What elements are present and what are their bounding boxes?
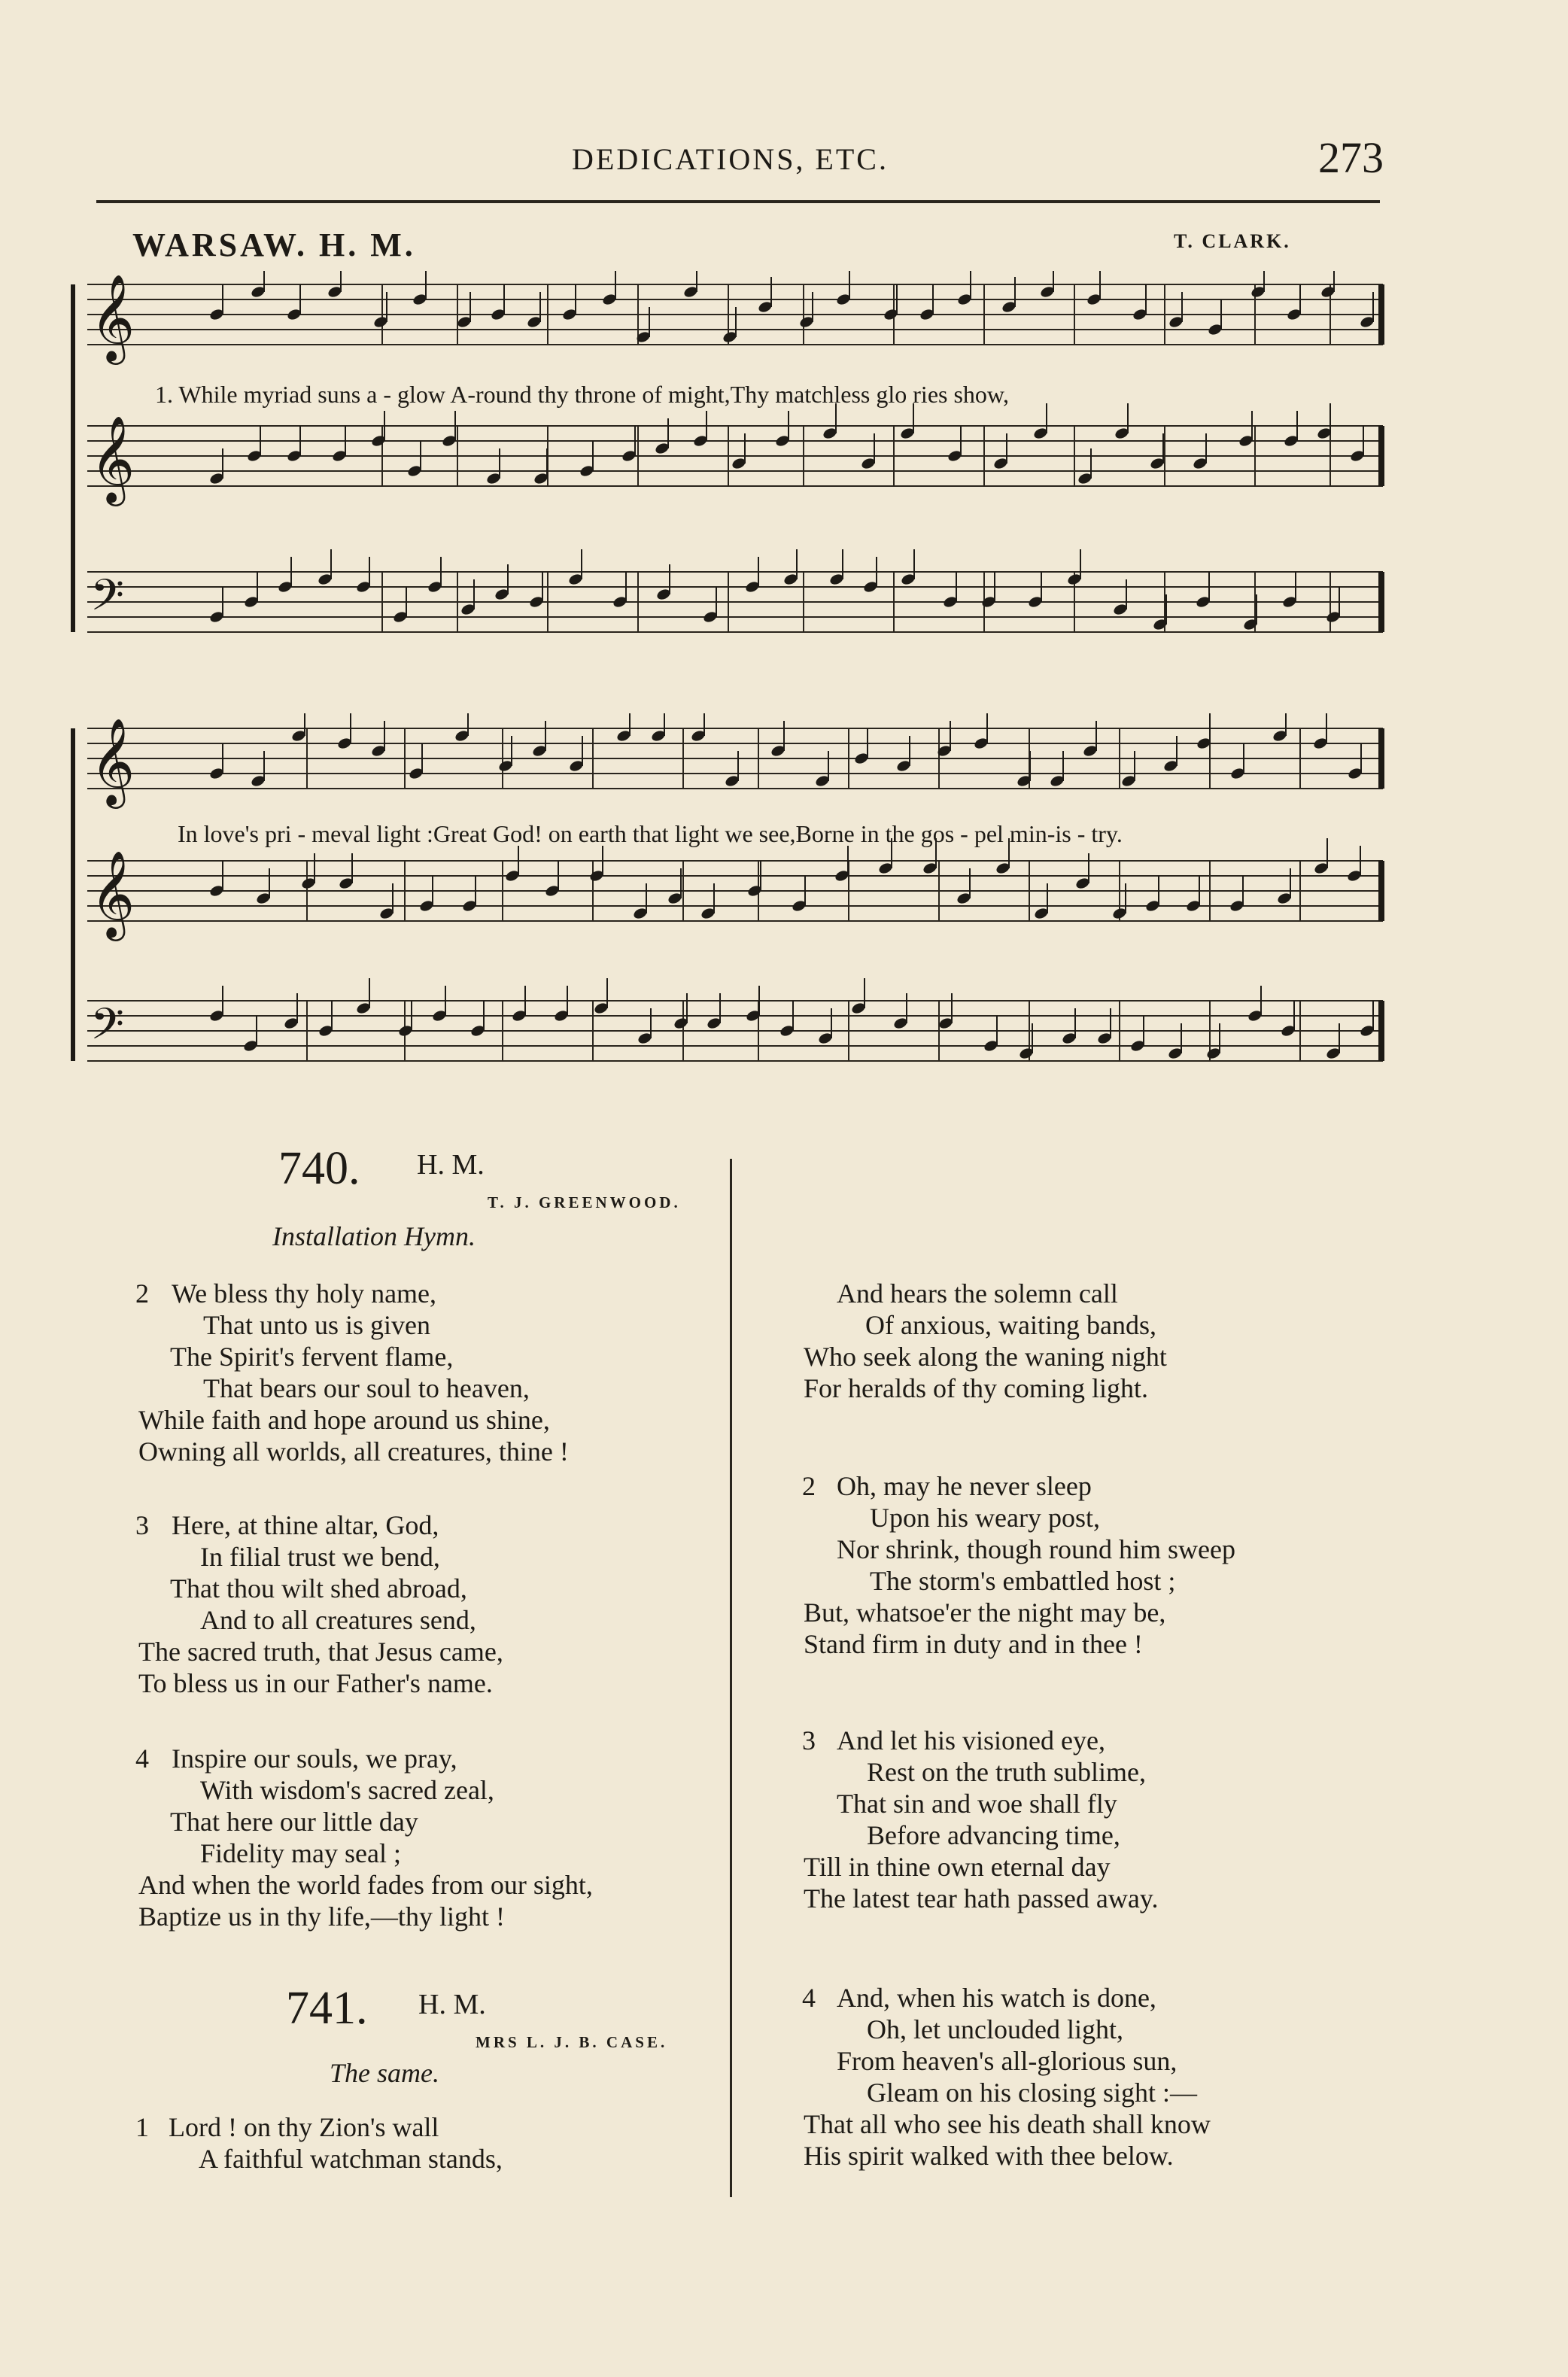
stanza-number: 1 [135, 2112, 149, 2142]
stanza-number: 2 [135, 1278, 149, 1309]
tune-title: WARSAW. H. M. [132, 226, 416, 263]
stanza-number: 3 [135, 1510, 149, 1540]
verse-line: A faithful watchman stands, [199, 2144, 503, 2174]
verse-line: Of anxious, waiting bands, [865, 1310, 1156, 1340]
verse-line: And, when his watch is done, [837, 1983, 1156, 2013]
verse-line: Baptize us in thy life,—thy light ! [138, 1901, 505, 1932]
running-head [0, 133, 1568, 187]
tune-composer: T. CLARK. [1174, 230, 1291, 252]
stanza-741-4 [802, 1982, 1479, 2172]
treble-clef-icon: 𝄞 [90, 717, 135, 805]
verse-line: Owning all worlds, all creatures, thine ! [138, 1436, 569, 1467]
verse-line: The Spirit's fervent flame, [170, 1342, 454, 1372]
stanza-740-3 [135, 1509, 722, 1699]
hymn-741-meter: H. M. [418, 1989, 486, 2020]
verse-line: But, whatsoe'er the night may be, [804, 1597, 1166, 1628]
verse-line: Fidelity may seal ; [200, 1838, 401, 1868]
verse-line: And to all creatures send, [200, 1605, 476, 1635]
verse-line: That unto us is given [203, 1310, 430, 1340]
hymn-740-number: 740. [278, 1143, 360, 1194]
column-divider [730, 1159, 732, 2197]
verse-line: And when the world fades from our sight, [138, 1870, 593, 1900]
verse-line: And hears the solemn call [837, 1278, 1118, 1309]
verse-line: That all who see his death shall know [804, 2109, 1211, 2139]
verse-line: The storm's embattled host ; [870, 1566, 1176, 1596]
verse-line: That here our little day [170, 1807, 418, 1837]
running-title: DEDICATIONS, ETC. [572, 142, 889, 176]
verse-line: That thou wilt shed abroad, [170, 1573, 467, 1603]
music-notation-2 [66, 713, 1390, 1097]
verse-line: We bless thy holy name, [172, 1278, 437, 1309]
stanza-number: 4 [135, 1743, 149, 1774]
verse-line: His spirit walked with thee below. [804, 2141, 1174, 2171]
header-rule [96, 200, 1380, 203]
verse-line: Gleam on his closing sight :— [867, 2078, 1197, 2108]
verse-line: Who seek along the waning night [804, 1342, 1167, 1372]
stanza-number: 3 [802, 1725, 816, 1755]
music-system-1 [66, 271, 1390, 662]
page-number: 273 [1318, 133, 1384, 182]
hymn-741-author: MRS L. J. B. CASE. [476, 2033, 668, 2051]
verse-line: Upon his weary post, [870, 1503, 1100, 1533]
verse-line: Till in thine own eternal day [804, 1852, 1111, 1882]
stanza-741-2 [802, 1470, 1479, 1660]
system-bracket [71, 284, 75, 632]
hymn-740-subtitle: Installation Hymn. [272, 1221, 476, 1251]
bass-clef-icon: 𝄢 [90, 570, 125, 631]
music-system-2 [66, 713, 1390, 1097]
verse-line: And let his visioned eye, [837, 1725, 1105, 1755]
lyric-line-2: In love's pri - meval light :Great God! on earth that light we see,Borne in the gos - pel min-is - try. [178, 820, 1123, 847]
verse-line: Here, at thine altar, God, [172, 1510, 439, 1540]
verse-line: Nor shrink, though round him sweep [837, 1534, 1235, 1564]
verse-line: Stand firm in duty and in thee ! [804, 1629, 1143, 1659]
verse-line: For heralds of thy coming light. [804, 1373, 1148, 1403]
verse-line: While faith and hope around us shine, [138, 1405, 550, 1435]
verse-line: The sacred truth, that Jesus came, [138, 1637, 503, 1667]
stanza-740-4 [135, 1743, 722, 1932]
hymn-741-number: 741. [286, 1983, 368, 2034]
system-bracket [71, 728, 75, 1061]
hymn-740-meter: H. M. [417, 1149, 485, 1181]
stanza-741-1-start [135, 2111, 722, 2175]
hymn-741-subtitle: The same. [330, 2058, 439, 2088]
music-notation-1 [66, 271, 1390, 662]
stanza-number: 2 [802, 1471, 816, 1501]
verse-line: Oh, let unclouded light, [867, 2014, 1123, 2044]
verse-line: In filial trust we bend, [200, 1542, 440, 1572]
hymn-740-author: T. J. GREENWOOD. [488, 1193, 681, 1211]
verse-line: Oh, may he never sleep [837, 1471, 1092, 1501]
stanza-741-1-continued [802, 1278, 1479, 1404]
verse-line: That bears our soul to heaven, [203, 1373, 530, 1403]
lyric-line-1: 1. While myriad suns a - glow A-round thy throne of might,Thy matchless glo ries show, [155, 381, 1009, 408]
stanza-740-2 [135, 1278, 722, 1467]
verse-line: Rest on the truth sublime, [867, 1757, 1146, 1787]
verse-line: Inspire our souls, we pray, [172, 1743, 457, 1774]
verse-line: To bless us in our Father's name. [138, 1668, 493, 1698]
verse-line: The latest tear hath passed away. [804, 1883, 1159, 1913]
verse-line: From heaven's all-glorious sun, [837, 2046, 1178, 2076]
verse-line: With wisdom's sacred zeal, [200, 1775, 494, 1805]
treble-clef-icon: 𝄞 [90, 415, 135, 503]
stanza-741-3 [802, 1725, 1479, 1914]
verse-line: Lord ! on thy Zion's wall [169, 2112, 439, 2142]
treble-clef-icon: 𝄞 [90, 850, 135, 938]
stanza-number: 4 [802, 1983, 816, 2013]
verse-line: That sin and woe shall fly [837, 1789, 1117, 1819]
bass-clef-icon: 𝄢 [90, 999, 125, 1060]
treble-clef-icon: 𝄞 [90, 273, 135, 361]
verse-line: Before advancing time, [867, 1820, 1120, 1850]
